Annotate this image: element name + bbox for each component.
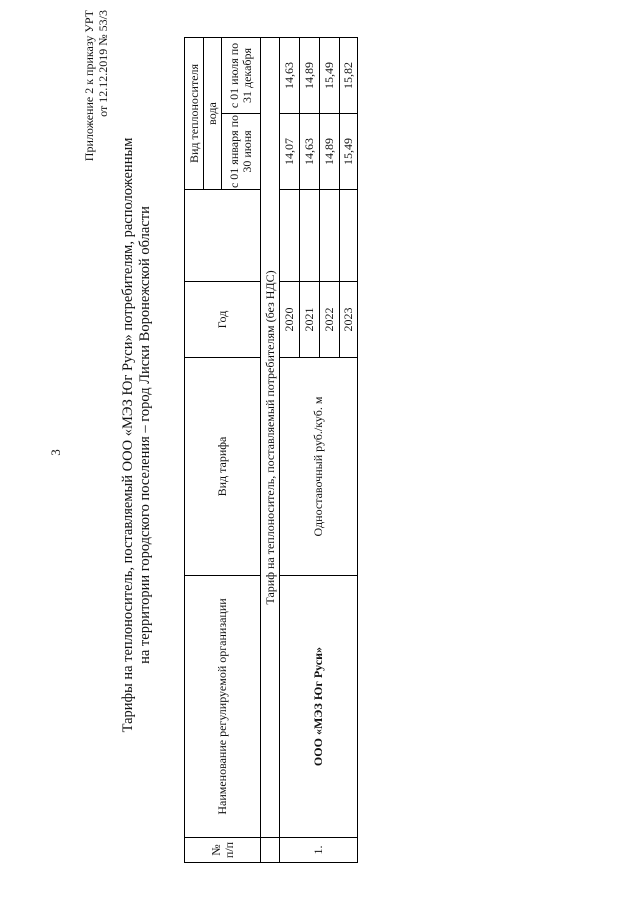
header-organization: Наименование регулируемой организации: [215, 598, 229, 815]
annex-note: [82, 10, 110, 205]
page-number: 3: [48, 449, 63, 456]
header-carrier: вода: [205, 102, 219, 125]
year-cell: 2020: [282, 307, 296, 332]
period-1-value: 14,89: [322, 138, 336, 165]
header-tariff-type: Вид тарифа: [215, 436, 229, 497]
header-period-1: с 01 января по 30 июня: [227, 114, 254, 189]
period-1-value: 15,49: [341, 138, 355, 165]
period-2-value: 15,82: [341, 62, 355, 89]
period-2-value: 14,89: [302, 62, 316, 89]
tariff-type-value: Одноставочный руб./куб. м: [311, 396, 325, 537]
period-1-value: 14,07: [282, 138, 296, 165]
year-cell: 2021: [302, 307, 316, 332]
period-2-value: 15,49: [322, 62, 336, 89]
header-num: № п/п: [208, 841, 236, 859]
year-cell: 2023: [341, 307, 355, 332]
organization-name: ООО «МЭЗ Юг Руси»: [311, 646, 325, 767]
document-title: [120, 95, 154, 775]
annex-line-1: Приложение 2 к приказу УРТ: [82, 10, 96, 162]
title-line-2: на территории городского поселения – город Лиски Воронежской области: [137, 206, 153, 664]
period-2-value: 14,63: [282, 62, 296, 89]
row-number: 1.: [311, 845, 325, 855]
year-cell: 2022: [322, 307, 336, 332]
title-line-1: Тарифы на теплоноситель, поставляемый ООО «МЭЗ Юг Руси» потребителям, расположенным: [120, 137, 136, 733]
header-year: Год: [215, 310, 229, 329]
header-period-2: с 01 июля по 31 декабря: [227, 42, 254, 109]
header-carrier-type: Вид теплоносителя: [186, 63, 201, 164]
section-title: Тариф на теплоноситель, поставляемый потребителям (без НДС): [262, 270, 277, 605]
annex-line-2: от 12.12.2019 № 53/3: [96, 10, 110, 117]
period-1-value: 14,63: [302, 138, 316, 165]
tariff-table: [184, 37, 358, 863]
